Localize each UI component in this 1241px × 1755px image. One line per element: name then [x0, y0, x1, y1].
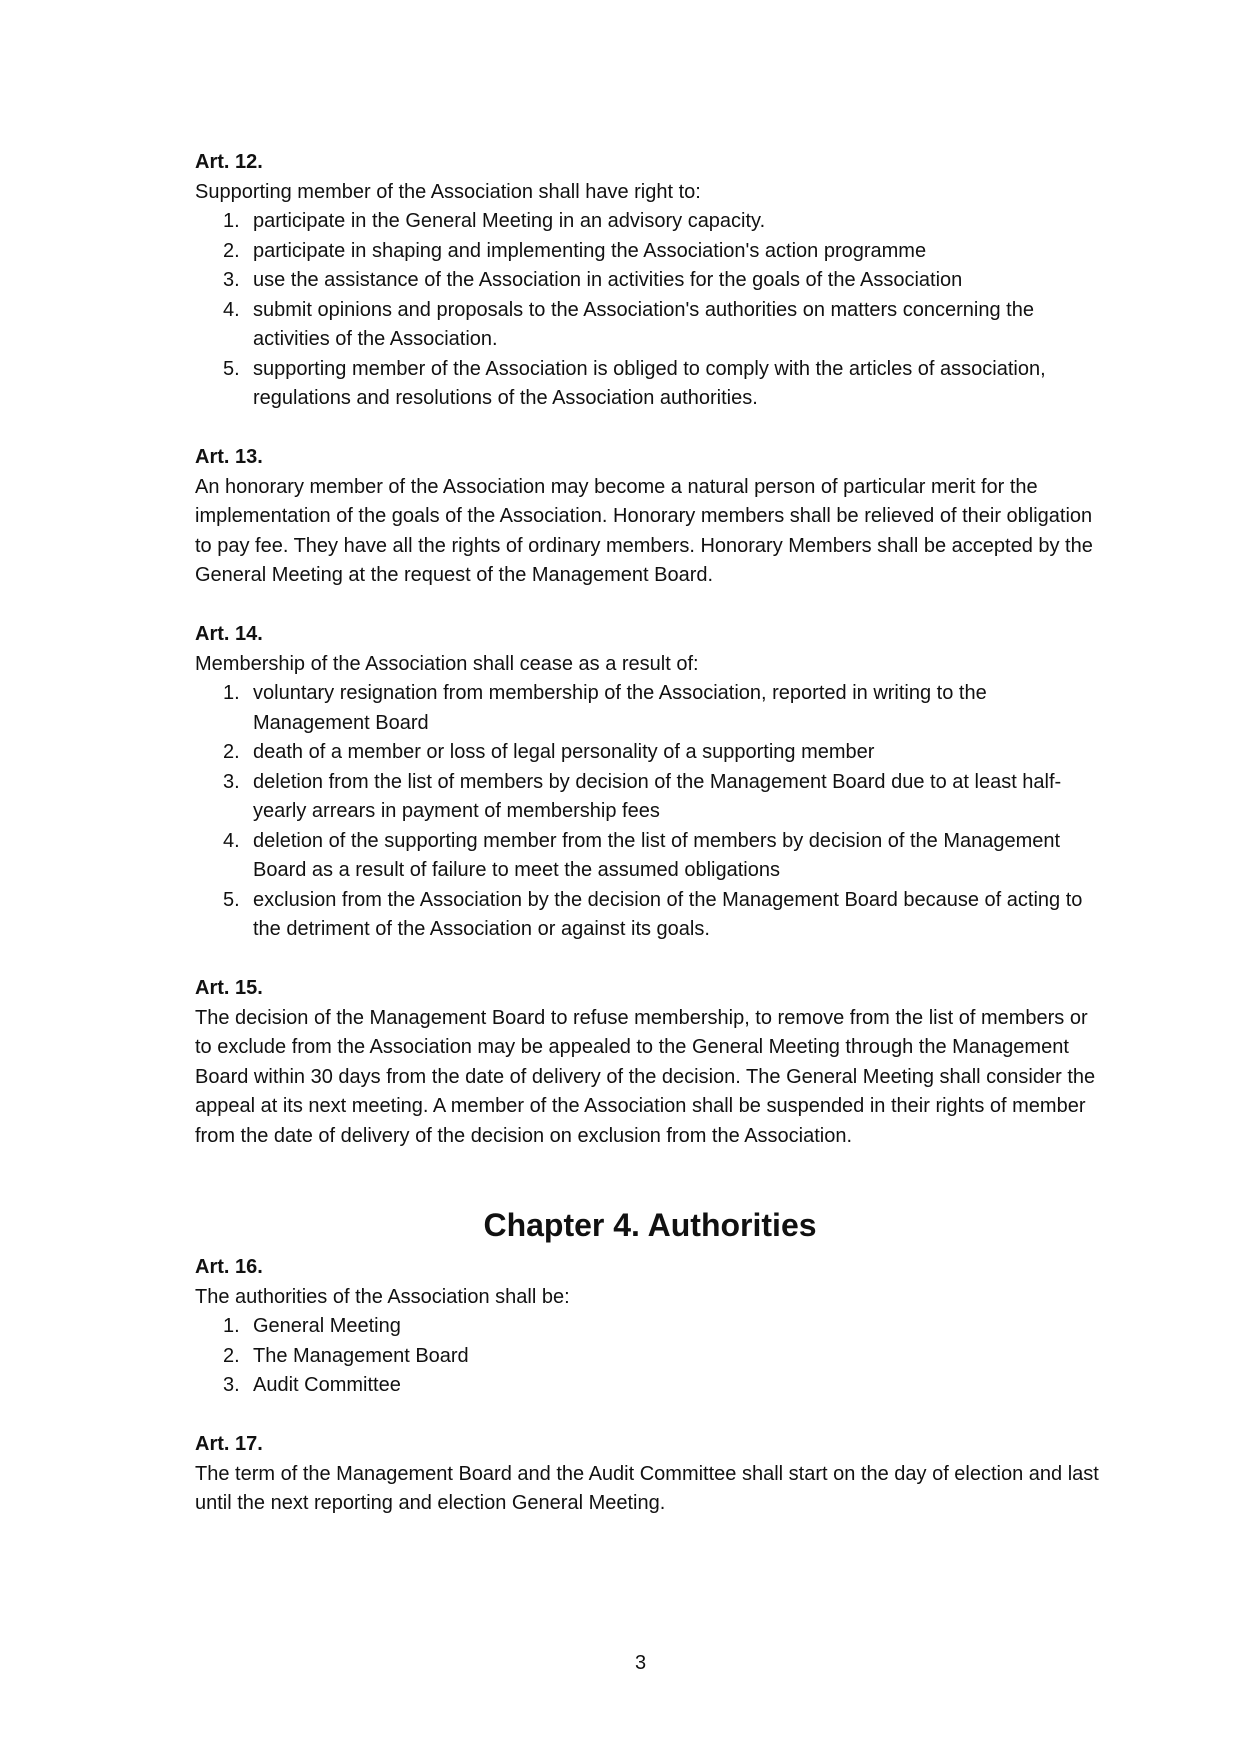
article-title: Art. 17. — [195, 1433, 263, 1455]
article — [195, 1253, 1105, 1401]
article-text: Supporting member of the Association shall have right to: — [195, 180, 701, 203]
article-list — [195, 679, 1105, 945]
list-item-text: voluntary resignation from membership of the Association, reported in writing to the Management Board — [253, 682, 987, 734]
list-item-text: The Management Board — [253, 1344, 469, 1367]
list-item-number: 2. — [223, 741, 240, 763]
article-list — [195, 1312, 1105, 1401]
list-item — [195, 886, 1105, 945]
chapter-heading: Chapter 4. Authorities — [483, 1207, 817, 1243]
article-text: The authorities of the Association shall be: — [195, 1285, 570, 1308]
articles-after-section — [195, 1253, 1105, 1519]
article — [195, 443, 1105, 591]
article-text: An honorary member of the Association may become a natural person of particular merit for the implementation of the goals of the Association. Honorary members shall be relieved of their obligation to pay fee. They have all the rights of ordinary members. Honorary Members shall be accepted by the General Meeting at the request of the Management Board. — [195, 475, 1093, 586]
article-title: Art. 13. — [195, 446, 263, 468]
document-page — [195, 148, 1105, 1548]
article — [195, 620, 1105, 945]
list-item — [195, 266, 1105, 296]
article-title: Art. 16. — [195, 1256, 263, 1278]
article — [195, 974, 1105, 1151]
list-item — [195, 1312, 1105, 1342]
article-title: Art. 15. — [195, 977, 263, 999]
list-item-number: 5. — [223, 888, 240, 911]
list-item-number: 1. — [223, 682, 240, 704]
list-item-text: use the assistance of the Association in activities for the goals of the Association — [253, 269, 963, 291]
list-item-number: 3. — [223, 1374, 240, 1396]
list-item-number: 3. — [223, 770, 240, 793]
list-item-number: 4. — [223, 829, 240, 852]
list-item — [195, 827, 1105, 886]
list-item-text: deletion from the list of members by decision of the Management Board due to at least half-yearly arrears in payment of membership fees — [253, 770, 1062, 822]
page-number: 3 — [634, 1652, 647, 1674]
list-item-text: Audit Committee — [253, 1374, 401, 1396]
list-item — [195, 207, 1105, 237]
list-item-text: General Meeting — [253, 1315, 401, 1337]
list-item — [195, 679, 1105, 738]
article-list — [195, 207, 1105, 414]
list-item — [195, 768, 1105, 827]
list-item-text: death of a member or loss of legal personality of a supporting member — [253, 741, 875, 763]
articles-before-section — [195, 148, 1105, 1151]
list-item — [195, 1342, 1105, 1372]
list-item-text: participate in the General Meeting in an advisory capacity. — [253, 210, 766, 232]
list-item — [195, 237, 1105, 267]
article-text: The term of the Management Board and the Audit Committee shall start on the day of election and last until the next reporting and election General Meeting. — [195, 1462, 1099, 1514]
list-item — [195, 296, 1105, 355]
list-item-text: participate in shaping and implementing the Association's action programme — [253, 239, 927, 262]
list-item — [195, 1371, 1105, 1401]
list-item-number: 2. — [223, 239, 240, 262]
article-title: Art. 14. — [195, 623, 263, 645]
list-item-number: 1. — [223, 210, 240, 232]
article-text: The decision of the Management Board to refuse membership, to remove from the list of members or to exclude from the Association may be appealed to the General Meeting through the Management Board within 30 days from the date of delivery of the decision. The General Meeting shall consider the appeal at its next meeting. A member of the Association shall be suspended in their rights of member from the date of delivery of the decision on exclusion from the Association. — [195, 1006, 1096, 1147]
list-item-text: deletion of the supporting member from the list of members by decision of the Management Board as a result of failure to meet the assumed obligations — [253, 829, 1061, 881]
list-item-number: 5. — [223, 357, 240, 380]
list-item-text: exclusion from the Association by the decision of the Management Board because of acting to the detriment of the Association or against its goals. — [253, 888, 1083, 940]
list-item — [195, 738, 1105, 768]
list-item-number: 4. — [223, 298, 240, 321]
list-item-text: supporting member of the Association is obliged to comply with the articles of association, regulations and resolutions of the Association authorities. — [253, 357, 1046, 409]
list-item — [195, 355, 1105, 414]
article — [195, 148, 1105, 414]
article-title: Art. 12. — [195, 151, 263, 173]
list-item-number: 2. — [223, 1344, 240, 1367]
list-item-number: 3. — [223, 269, 240, 291]
article — [195, 1430, 1105, 1519]
list-item-text: submit opinions and proposals to the Association's authorities on matters concerning the activities of the Association. — [253, 298, 1034, 350]
article-text: Membership of the Association shall cease as a result of: — [195, 652, 699, 675]
list-item-number: 1. — [223, 1315, 240, 1337]
